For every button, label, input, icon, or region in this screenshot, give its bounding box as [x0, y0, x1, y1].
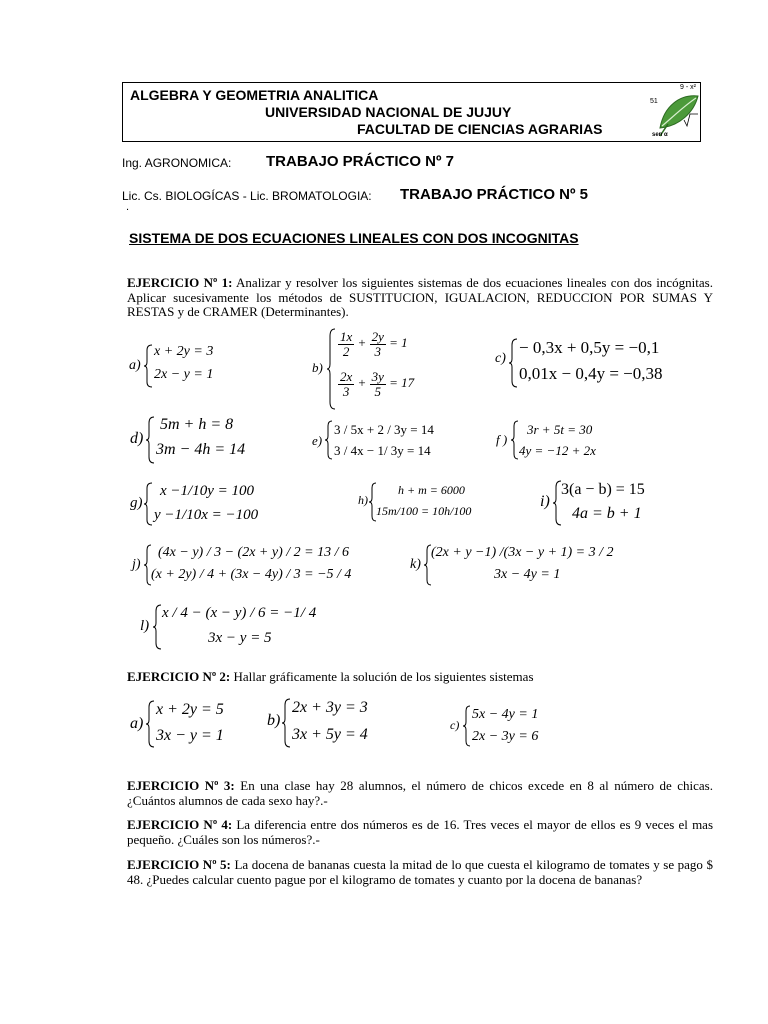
ej1-i-eq1: 3(a − b) = 15	[561, 481, 645, 498]
ej1-system-i	[540, 480, 660, 528]
ej2-a-label: a)	[130, 715, 144, 732]
ej5-paragraph	[127, 858, 713, 887]
ej1-a-eq2: 2x − y = 1	[154, 367, 214, 382]
brace-icon	[145, 700, 155, 748]
ej3-label: EJERCICIO Nº 3:	[127, 778, 235, 793]
ej3-paragraph	[127, 779, 713, 808]
ej1-system-d	[130, 416, 290, 466]
ej1-k-label: k)	[410, 557, 421, 572]
ej1-text: Analizar y resolver los siguientes sistemas de dos ecuaciones lineales con dos incógnitas. Aplicar sucesivamente los métodos de SUSTITUCION, IGUALACION, REDUCCION POR SUMAS Y RESTAS y de CRAMER (Determinantes).	[127, 275, 713, 319]
brace-icon	[281, 698, 291, 748]
stray-dot: .	[126, 201, 130, 213]
ej1-system-f	[496, 420, 626, 462]
ej1-f-eq2: 4y = −12 + 2x	[519, 443, 596, 458]
ej1-b-row2: $\frac{2x}{3}$ + $\frac{3y}{5}$ = 17	[340, 369, 415, 399]
ej1-l-eq2: 3x − y = 5	[208, 630, 272, 646]
ej1-a-eq1: x + 2y = 3	[154, 344, 214, 359]
ej1-c-eq2: 0,01x − 0,4y = −0,38	[519, 364, 663, 383]
ej1-b-row1: $\frac{1x}{2}$ + $\frac{2y}{3}$ = 1	[340, 329, 408, 359]
ej2-b-label: b)	[267, 712, 281, 729]
ej1-f-eq1: 3r + 5t = 30	[527, 422, 593, 437]
ej1-system-j	[132, 544, 382, 588]
ej1-h-eq1: h + m = 6000	[398, 483, 465, 497]
ej1-i-eq2: 4a = b + 1	[572, 505, 642, 522]
ej1-b-label: b)	[312, 360, 323, 375]
ej1-h-label: h)	[358, 493, 368, 507]
page-title: SISTEMA DE DOS ECUACIONES LINEALES CON DOS INCOGNITAS	[129, 230, 579, 246]
ej1-g-eq2: y −1/10x = −100	[154, 507, 259, 523]
ej1-l-label: l)	[140, 618, 150, 634]
ej2-b-eq1: 2x + 3y = 3	[292, 699, 368, 716]
ej1-d-eq1: 5m + h = 8	[160, 416, 234, 433]
ej5-text: La docena de bananas cuesta la mitad de lo que cuesta el kilogramo de tomates y se pago $ 48. ¿Puedes calcular cuento pague por el kilogramo de tomates y cuanto por la docena de bananas?	[127, 857, 713, 887]
agronomica-tp: TRABAJO PRÁCTICO Nº 7	[266, 153, 454, 170]
ej2-c-label: c)	[450, 718, 460, 732]
ej1-e-eq1: 3 / 5x + 2 / 3y = 14	[334, 422, 434, 437]
header-course-title: ALGEBRA Y GEOMETRIA ANALITICA	[130, 87, 379, 103]
agronomica-label: Ing. AGRONOMICA:	[122, 156, 232, 170]
logo-text-top: 9 - x²	[680, 84, 696, 91]
ej1-c-eq1: − 0,3x + 0,5y = −0,1	[519, 338, 660, 357]
brace-icon	[143, 482, 153, 526]
ej2-c-eq1: 5x − 4y = 1	[472, 707, 539, 722]
brace-icon	[326, 328, 336, 410]
ej1-h-eq2: 15m/100 = 10h/100	[376, 504, 472, 518]
ej2-b-eq2: 3x + 5y = 4	[292, 726, 368, 743]
ej1-system-h	[358, 482, 508, 524]
ej1-f-label: f )	[496, 432, 508, 447]
ej1-l-eq1: x / 4 − (x − y) / 6 = −1/ 4	[162, 605, 317, 621]
faculty-logo	[646, 84, 700, 140]
brace-icon	[508, 338, 518, 388]
ej1-j-eq1: (4x − y) / 3 − (2x + y) / 2 = 13 / 6	[158, 545, 349, 560]
ej1-label: EJERCICIO Nº 1:	[127, 275, 233, 290]
ej2-paragraph	[127, 670, 713, 685]
ej1-system-a	[127, 344, 287, 392]
ej4-text: La diferencia entre dos números es de 16. Tres veces el mayor de ellos es 9 veces el mas pequeño. ¿Cuáles son los números?.-	[127, 817, 714, 847]
ej1-system-l	[140, 604, 370, 652]
ej2-a-eq2: 3x − y = 1	[156, 727, 224, 744]
ej3-text: En una clase hay 28 alumnos, el número de chicos excede en 8 al número de chicas. ¿Cuántos alumnos de cada sexo hay?.-	[127, 778, 713, 808]
ej1-c-label: c)	[495, 351, 506, 366]
ej1-system-c	[495, 338, 705, 390]
ej2-system-b	[267, 698, 407, 750]
ej1-system-e	[312, 420, 462, 462]
brace-icon	[145, 416, 155, 464]
ej1-g-eq1: x −1/10y = 100	[160, 483, 254, 499]
brace-icon	[143, 344, 153, 388]
ej1-i-label: i)	[540, 493, 550, 510]
logo-text-left: 51	[650, 98, 658, 105]
ej4-paragraph	[127, 818, 713, 847]
brace-icon	[510, 420, 519, 460]
ej1-k-eq2: 3x − 4y = 1	[494, 567, 561, 582]
brace-icon	[152, 604, 162, 650]
ej1-system-g	[130, 482, 290, 528]
ej4-label: EJERCICIO Nº 4:	[127, 817, 233, 832]
logo-text-bottom: sen α	[652, 132, 668, 138]
ej1-k-eq1: (2x + y −1) /(3x − y + 1) = 3 / 2	[431, 545, 614, 560]
ej1-d-label: d)	[130, 430, 144, 447]
ej2-system-a	[130, 700, 270, 750]
ej2-label: EJERCICIO Nº 2:	[127, 669, 231, 684]
brace-icon	[462, 705, 471, 747]
ej2-system-c	[450, 705, 570, 749]
ej2-text: Hallar gráficamente la solución de los siguientes sistemas	[230, 669, 534, 684]
biologicas-tp: TRABAJO PRÁCTICO Nº 5	[400, 186, 588, 203]
ej1-g-label: g)	[130, 495, 143, 511]
ej1-j-eq2: (x + 2y) / 4 + (3x − 4y) / 3 = −5 / 4	[151, 567, 352, 582]
header-faculty: FACULTAD DE CIENCIAS AGRARIAS	[357, 121, 603, 137]
ej1-system-b	[312, 328, 432, 412]
ej2-c-eq2: 2x − 3y = 6	[472, 729, 539, 744]
brace-icon	[324, 420, 333, 460]
ej1-j-label: j)	[132, 557, 141, 572]
ej1-e-label: e)	[312, 433, 323, 448]
biologicas-label: Lic. Cs. BIOLOGÍCAS - Lic. BROMATOLOGIA:	[122, 189, 372, 203]
ej2-a-eq1: x + 2y = 5	[156, 701, 224, 718]
ej1-paragraph	[127, 276, 713, 320]
ej1-system-k	[410, 544, 650, 588]
header-university: UNIVERSIDAD NACIONAL DE JUJUY	[265, 104, 512, 120]
ej1-d-eq2: 3m − 4h = 14	[156, 441, 246, 458]
ej1-e-eq2: 3 / 4x − 1/ 3y = 14	[334, 443, 431, 458]
ej1-a-label: a)	[129, 358, 141, 373]
ej5-label: EJERCICIO Nº 5:	[127, 857, 231, 872]
